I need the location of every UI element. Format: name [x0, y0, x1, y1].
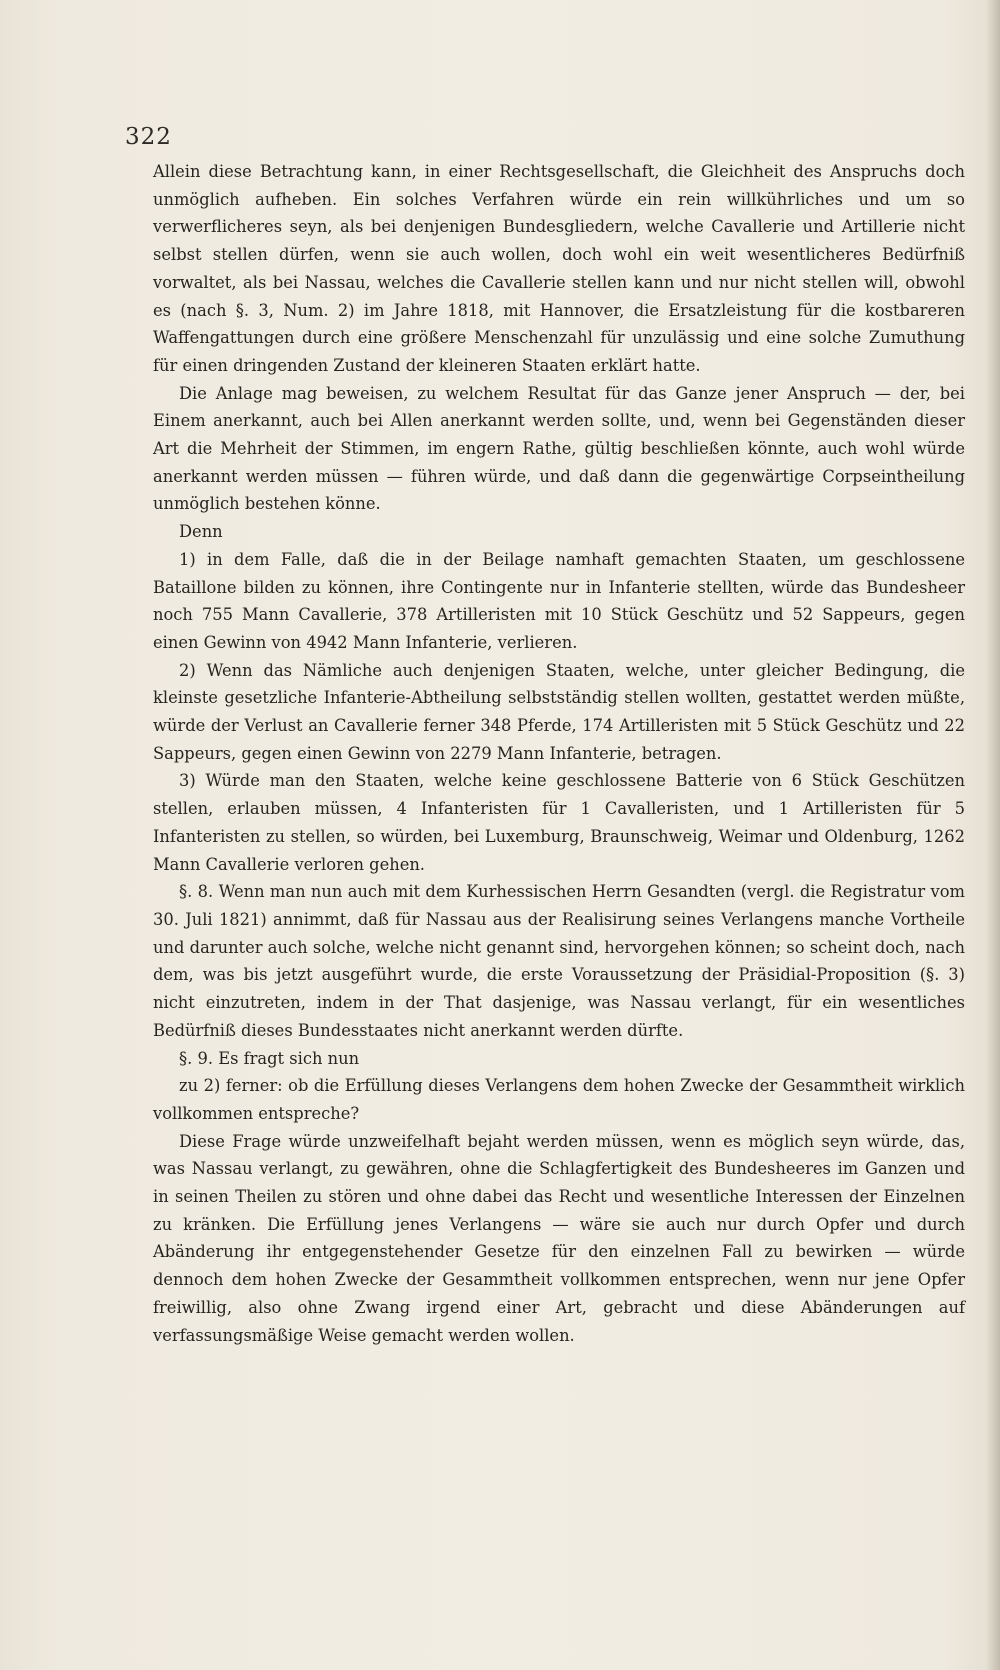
list-item-1: 1) in dem Falle, daß die in der Beilage namhaft gemachten Staaten, um geschlossene Bataillone bilden zu können, ihre Contingente nur in Infanterie stellten, würde das Bundesheer noch 755 Mann Cavallerie, 378 Artilleristen mit 10 Stück Geschütz und 52 Sappeurs, gegen einen Gewinn von 4942 Mann Infanterie, verlieren.: [153, 549, 965, 652]
paragraph-1: Allein diese Betrachtung kann, in einer Rechtsgesellschaft, die Gleichheit des Anspruchs doch unmöglich aufheben. Ein solches Verfahren würde ein rein willkührliches und um so verwerflicheres seyn, als bei denjenigen Bundesgliedern, welche Cavallerie und Artillerie nicht selbst stellen dürfen, wenn sie auch wollen, doch wohl ein weit wesentlicheres Bedürfniß vorwaltet, als bei Nassau, welches die Cavallerie stellen kann und nur nicht stellen will, obwohl es (nach §. 3, Num. 2) im Jahre 1818, mit Hannover, die Ersatzleistung für die kostbareren Waffengattungen durch eine größere Menschenzahl für unzulässig und eine solche Zumuthung für einen dringenden Zustand der kleineren Staaten erklärt hatte.: [153, 162, 965, 375]
question-paragraph: zu 2) ferner: ob die Erfüllung dieses Verlangens dem hohen Zwecke der Gesammtheit wirklich vollkommen entspreche?: [153, 1076, 965, 1123]
section-9-heading: §. 9. Es fragt sich nun: [179, 1048, 360, 1068]
paragraph-2: Die Anlage mag beweisen, zu welchem Resultat für das Ganze jener Anspruch — der, bei Einem anerkannt, auch bei Allen anerkannt werden sollte, und, wenn bei Gegenständen dieser Art die Mehrheit der Stimmen, im engern Rathe, gültig beschließen könnte, auch wohl würde anerkannt werden müssen — führen würde, und daß dann die gegenwärtige Corpseintheilung unmöglich bestehen könne.: [153, 383, 965, 514]
page-gutter-shadow: [986, 0, 1000, 1670]
page-number: 322: [125, 124, 172, 150]
page-body-text: [153, 158, 965, 1349]
final-paragraph: Diese Frage würde unzweifelhaft bejaht werden müssen, wenn es möglich seyn würde, das, was Nassau verlangt, zu gewähren, ohne die Schlagfertigkeit des Bundesheeres im Ganzen und in seinen Theilen zu stören und ohne dabei das Recht und wesentliche Interessen der Einzelnen zu kränken. Die Erfüllung jenes Verlangens — wäre sie auch nur durch Opfer und durch Abänderung ihr entgegenstehender Gesetze für den einzelnen Fall zu bewirken — würde dennoch dem hohen Zwecke der Gesammtheit vollkommen entsprechen, wenn nur jene Opfer freiwillig, also ohne Zwang irgend einer Art, gebracht und diese Abänderungen auf verfassungsmäßige Weise gemacht werden wollen.: [153, 1131, 965, 1345]
list-item-2: 2) Wenn das Nämliche auch denjenigen Staaten, welche, unter gleicher Bedingung, die kleinste gesetzliche Infanterie-Abtheilung selbstständig stellen wollten, gestattet werden müßte, würde der Verlust an Cavallerie ferner 348 Pferde, 174 Artilleristen mit 5 Stück Geschütz und 22 Sappeurs, gegen einen Gewinn von 2279 Mann Infanterie, betragen.: [153, 660, 965, 763]
paragraph-denn: Denn: [179, 522, 223, 542]
section-8-paragraph: §. 8. Wenn man nun auch mit dem Kurhessischen Herrn Gesandten (vergl. die Registratur vom 30. Juli 1821) annimmt, daß für Nassau aus der Realisirung seines Verlangens manche Vortheile und darunter auch solche, welche nicht genannt sind, hervorgehen können; so scheint doch, nach dem, was bis jetzt ausgeführt wurde, die erste Voraussetzung der Präsidial-Proposition (§. 3) nicht einzutreten, indem in der That dasjenige, was Nassau verlangt, für ein wesentliches Bedürfniß dieses Bundesstaates nicht anerkannt werden dürfte.: [153, 882, 965, 1040]
list-item-3: 3) Würde man den Staaten, welche keine geschlossene Batterie von 6 Stück Geschützen stellen, erlauben müssen, 4 Infanteristen für 1 Cavalleristen, und 1 Artilleristen für 5 Infanteristen zu stellen, so würden, bei Luxemburg, Braunschweig, Weimar und Oldenburg, 1262 Mann Cavallerie verloren gehen.: [153, 771, 965, 874]
